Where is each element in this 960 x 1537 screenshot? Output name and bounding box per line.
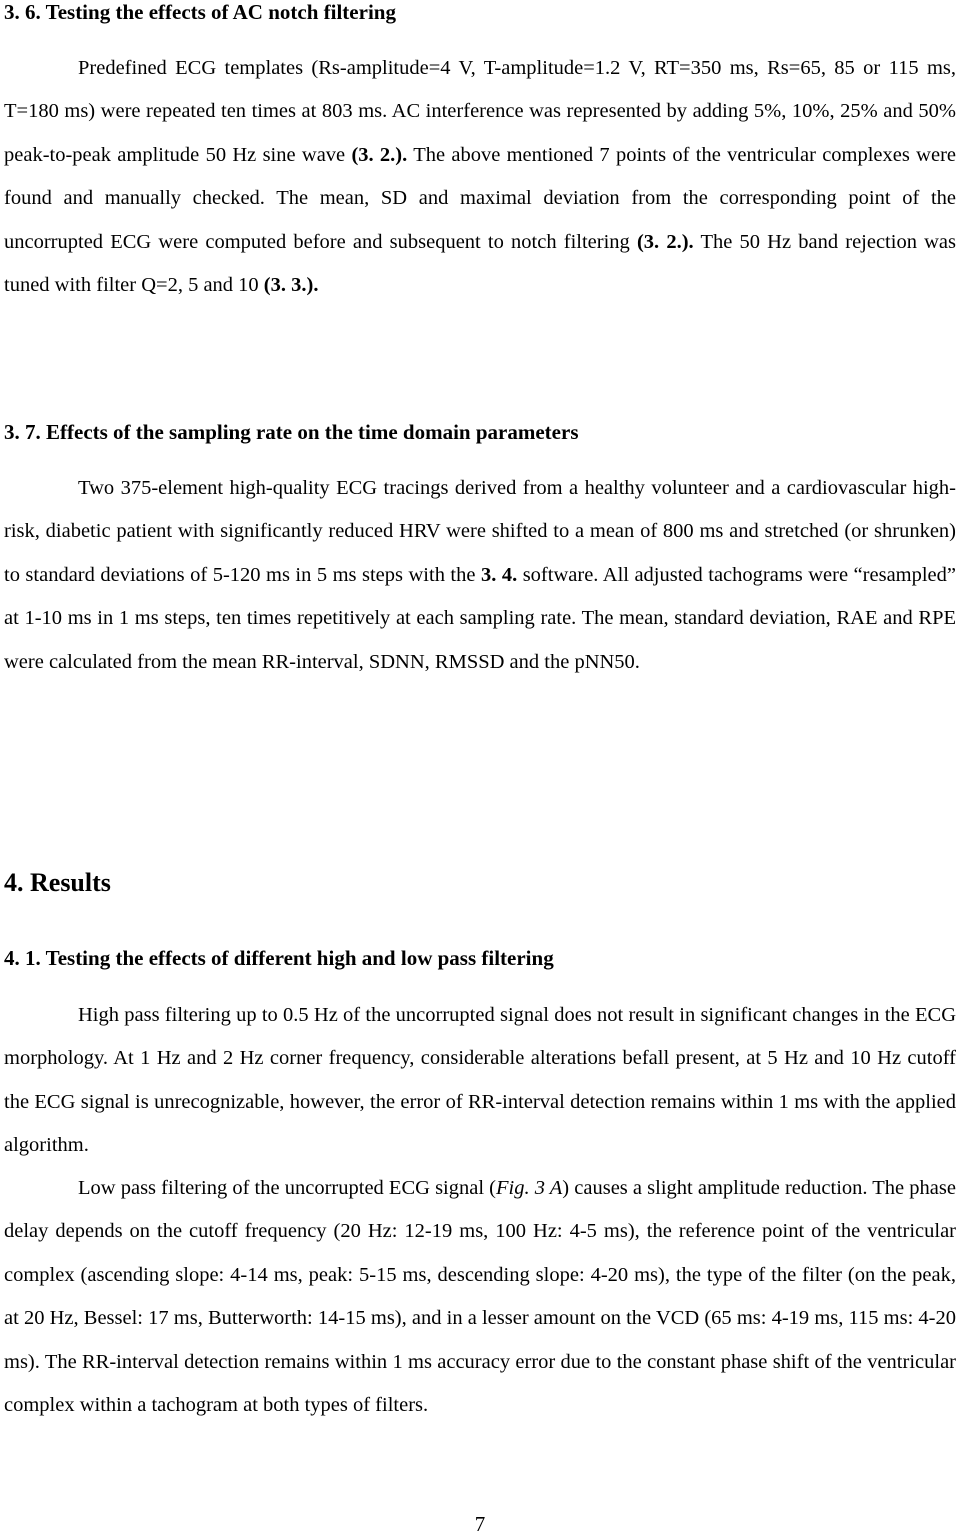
section-4-1-paragraph-1: High pass filtering up to 0.5 Hz of the uncorrupted signal does not result in significant changes in the ECG morphology. At 1 Hz and 2 Hz corner frequency, considerable alterations befall present, at 5 Hz and 10 Hz cutoff the ECG signal is unrecognizable, however, the error of RR-interval detection remains within 1 ms with the applied algorithm. [4, 1004, 956, 1157]
section-reference: 3. 4. [480, 563, 518, 586]
paragraph-text: The 50 Hz band rejection was tuned with filter Q=2, 5 and 10 [4, 230, 956, 297]
paragraph-text: ) causes a slight amplitude reduction. The phase delay depends on the cutoff frequency (20 Hz: 12-19 ms, 100 Hz: 4-5 ms), the reference point of the ventricular complex (ascending slope: 4-14 ms, peak: 5-15 ms, descending slope: 4-20 ms), the type of the filter (on the peak, at 20 Hz, Bessel: 17 ms, Butterworth: 14-15 ms), and in a lesser amount on the VCD (65 ms: 4-19 ms, 115 ms: 4-20 ms). The RR-interval detection remains within 1 ms accuracy error due to the constant phase shift of the ventricular complex within a tachogram at both types of filters. [4, 1177, 956, 1417]
section-reference: (3. 2.). [636, 230, 694, 253]
paragraph-text: The above mentioned 7 points of the ventricular complexes were found and manually checked. The mean, SD and maximal deviation from the corresponding point of the uncorrupted ECG were computed before and subsequent to notch filtering [4, 143, 956, 253]
results-heading: 4. Results [4, 868, 111, 897]
section-3-7-paragraph [4, 467, 956, 684]
paragraph-text: Predefined ECG templates (Rs-amplitude=4 V, T-amplitude=1.2 V, RT=350 ms, Rs=65, 85 or 115 ms, T=180 ms) were repeated ten times at 803 ms. AC interference was represented by adding 5%, 10%, 25% and 50% peak-to-peak amplitude 50 Hz sine wave [4, 57, 956, 166]
section-4-1-paragraph-2 [4, 1167, 956, 1427]
paragraph-text: software. All adjusted tachograms were “resampled” at 1-10 ms in 1 ms steps, ten times repetitively at each sampling rate. The mean, standard deviation, RAE and RPE were calculated from the mean RR-interval, SDNN, RMSSD and the pNN50. [4, 563, 957, 673]
section-3-6-heading: 3. 6. Testing the effects of AC notch filtering [4, 0, 396, 24]
section-reference: (3. 2.). [351, 143, 408, 166]
figure-reference: Fig. 3 A [496, 1177, 563, 1199]
page-number: 7 [474, 1512, 486, 1536]
paragraph-text: Low pass filtering of the uncorrupted ECG signal ( [78, 1177, 497, 1199]
section-3-6-paragraph [4, 47, 956, 307]
section-4-1-heading: 4. 1. Testing the effects of different high and low pass filtering [4, 946, 554, 970]
section-3-7-heading: 3. 7. Effects of the sampling rate on the time domain parameters [4, 420, 579, 444]
paragraph-text: Two 375-element high-quality ECG tracings derived from a healthy volunteer and a cardiovascular high-risk, diabetic patient with significantly reduced HRV were shifted to a mean of 800 ms and stretched (or shrunken) to standard deviations of 5-120 ms in 5 ms steps with the [4, 477, 956, 586]
section-reference: (3. 3.). [263, 274, 319, 297]
